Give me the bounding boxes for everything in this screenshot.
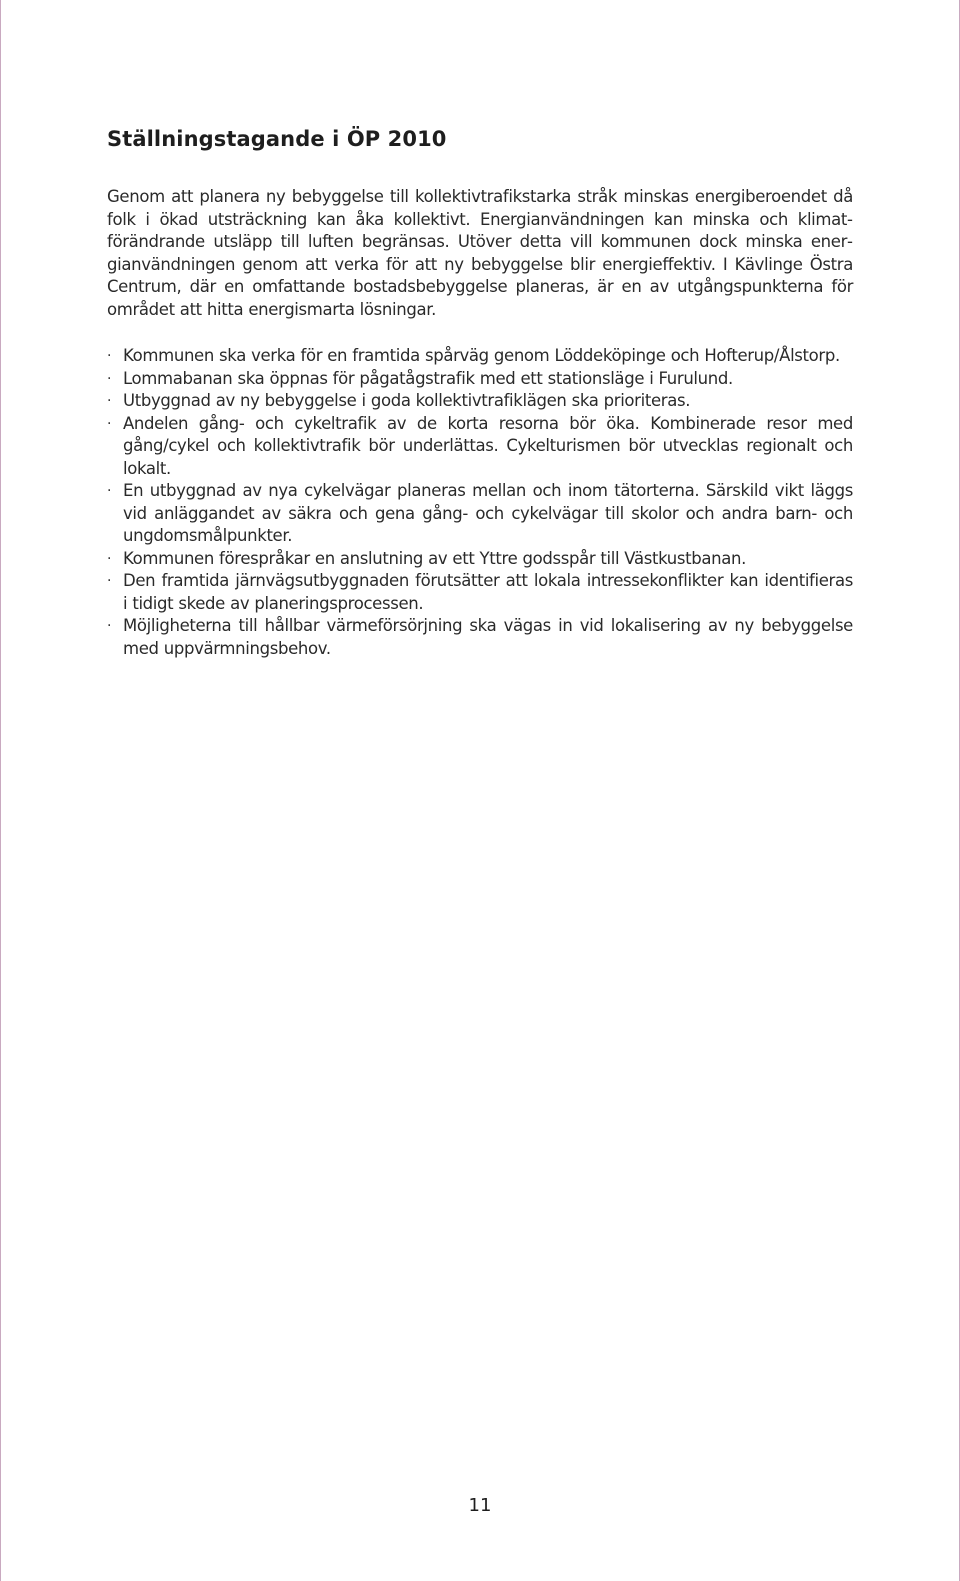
list-item: [107, 368, 853, 391]
bullet-dot-icon: ·: [107, 348, 112, 364]
document-body: [107, 124, 853, 660]
bullet-dot-icon: ·: [107, 550, 112, 567]
list-item-text: Kommunen förespråkar en anslutning av ett Yttre godsspår till Västkustbanan.: [123, 548, 747, 568]
bullet-dot-icon: ·: [107, 415, 112, 432]
list-item-text: Kommunen ska verka för en framtida spårväg genom Löddeköpinge och Hofterup/Ålstorp.: [123, 346, 840, 365]
list-item: [107, 390, 853, 413]
page-edge-left: [0, 0, 1, 1581]
bullet-dot-icon: ·: [107, 618, 112, 634]
bullet-dot-icon: ·: [107, 483, 112, 499]
list-item: [107, 413, 853, 481]
list-item-text: Andelen gång- och cykeltrafik av de korta resorna bör öka. Kombinerade resor med gång/cykel och kollektivtrafik bör underlättas. Cykelturismen bör utvecklas regionalt och lokalt.: [123, 413, 853, 478]
list-item-text: Möjligheterna till hållbar värmeförsörjning ska vägas in vid lokalisering av ny bebyggelse med uppvärmningsbehov.: [123, 616, 853, 658]
list-item-text: Lommabanan ska öppnas för pågatågstrafik med ett stationsläge i Furulund.: [123, 368, 733, 388]
list-item: [107, 570, 853, 615]
bullet-dot-icon: ·: [107, 393, 112, 409]
list-item-text: Utbyggnad av ny bebyggelse i goda kollektivtrafiklägen ska prioriteras.: [123, 391, 691, 410]
list-item: [107, 480, 853, 548]
bullet-list: [107, 345, 853, 660]
list-item-text: En utbyggnad av nya cykelvägar planeras mellan och inom tätorterna. Särskild vikt läggs vid anläggandet av säkra och gena gång- och cykelvägar till skolor och andra barn- och ungdomsmålpunkter.: [123, 481, 853, 545]
list-item-text: Den framtida järnvägsutbyggnaden förutsätter att lokala intressekonflikter kan identifieras i tidigt skede av planeringsprocessen.: [123, 571, 853, 613]
list-item: [107, 548, 853, 571]
bullet-dot-icon: ·: [107, 370, 112, 387]
list-item: [107, 345, 853, 368]
section-title: Ställningstagande i ÖP 2010: [107, 127, 447, 151]
intro-paragraph: Genom att planera ny bebyggelse till kollektivtrafikstarka stråk minskas energiberoendet då folk i ökad utsträckning kan åka kollektivt. Energianvändningen kan minska och klimatförändrande utsläpp till luften begränsas. Utöver detta vill kommunen dock minska energianvändningen genom att verka för att ny bebyggelse blir energieffektiv. I Kävlinge Östra Centrum, där en omfattande bostadsbebyggelse planeras, är en av utgångspunkterna för området att hitta energismarta lösningar.: [107, 187, 853, 319]
page-number: 11: [468, 1495, 492, 1516]
bullet-dot-icon: ·: [107, 573, 112, 589]
list-item: [107, 615, 853, 660]
